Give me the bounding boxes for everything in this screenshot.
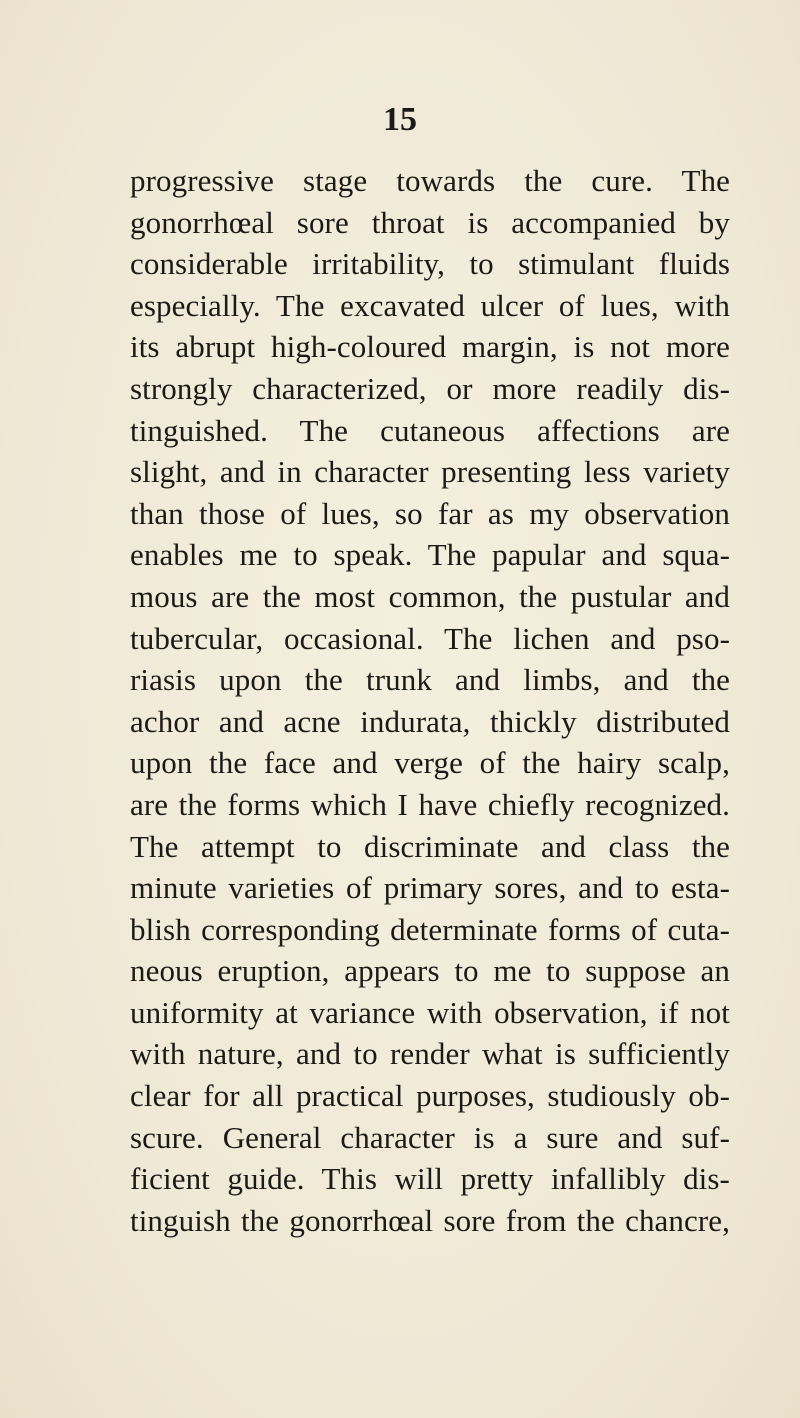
text-line: uniformity at variance with observation, if not [130, 994, 730, 1030]
text-line: tubercular, occasional. The lichen and pso- [130, 620, 730, 656]
body-text [130, 160, 730, 1241]
text-line: tinguished. The cutaneous affections are [130, 412, 730, 448]
text-line: riasis upon the trunk and limbs, and the [130, 662, 730, 698]
text-line: considerable irritability, to stimulant fluids [130, 246, 730, 282]
text-line: tinguish the gonorrhœal sore from the chancre, [130, 1202, 730, 1238]
page-number: 15 [383, 101, 417, 138]
text-line: especially. The excavated ulcer of lues, with [130, 287, 730, 323]
text-line: with nature, and to render what is sufficiently [130, 1036, 730, 1072]
text-line: scure. General character is a sure and suf- [130, 1119, 730, 1155]
text-line: than those of lues, so far as my observation [130, 495, 730, 531]
text-line: slight, and in character presenting less variety [130, 454, 730, 490]
text-line: The attempt to discriminate and class the [130, 828, 730, 864]
text-line: are the forms which I have chiefly recognized. [130, 786, 730, 822]
text-line: ficient guide. This will pretty infallibly dis- [130, 1161, 730, 1197]
text-line: upon the face and verge of the hairy scalp, [130, 745, 730, 781]
text-line: achor and acne indurata, thickly distributed [130, 703, 730, 739]
text-line: enables me to speak. The papular and squa- [130, 537, 730, 573]
text-line: its abrupt high-coloured margin, is not more [130, 329, 730, 365]
text-line: progressive stage towards the cure. The [130, 163, 730, 198]
text-line: strongly characterized, or more readily dis- [130, 370, 730, 406]
text-line: gonorrhœal sore throat is accompanied by [130, 204, 730, 240]
text-line: neous eruption, appears to me to suppose an [130, 953, 730, 989]
text-line: mous are the most common, the pustular and [130, 578, 730, 614]
text-line: blish corresponding determinate forms of cuta- [130, 911, 730, 947]
text-line: clear for all practical purposes, studiously ob- [130, 1078, 730, 1114]
text-line: minute varieties of primary sores, and to esta- [130, 870, 730, 906]
